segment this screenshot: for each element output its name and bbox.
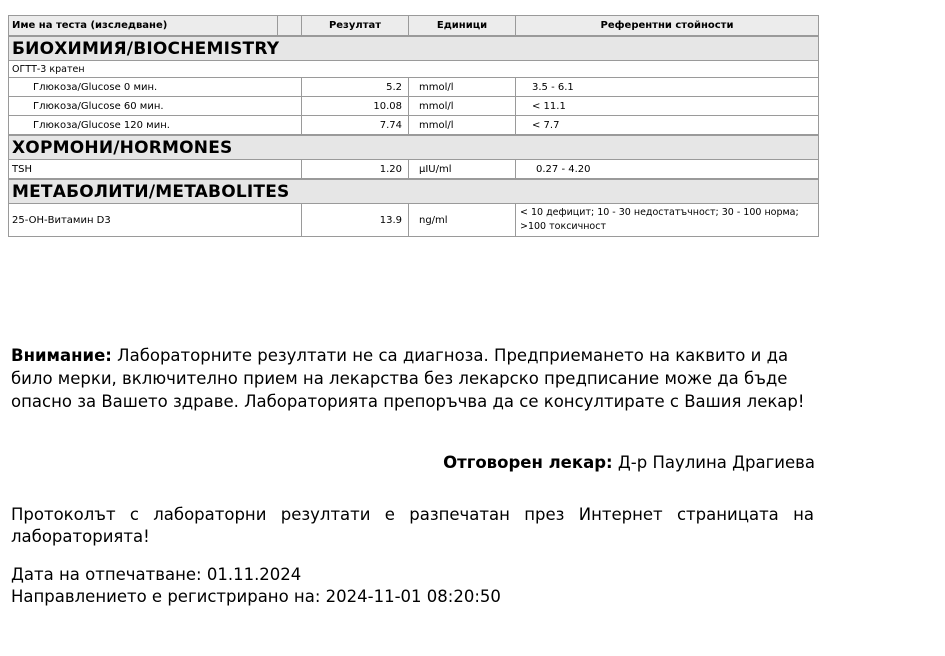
print-date-label: Дата на отпечатване: — [11, 565, 202, 584]
column-header-spacer — [278, 16, 302, 37]
test-result: 7.74 — [302, 116, 409, 136]
section-row-hormones — [9, 135, 819, 160]
doctor-name: Д-р Паулина Драгиева — [617, 453, 815, 472]
section-row-metabolites — [9, 179, 819, 204]
registration-label: Направлението е регистрирано на: — [11, 587, 321, 606]
test-unit: µIU/ml — [409, 160, 516, 180]
notice-text: Лабораторните резултати не са диагноза. Предприемането на каквито и да било мерки, включително прием на лекарства без лекарско предписание може да бъде опасно за Вашето здраве. Лабораторията препоръчва да се консултирате с Вашия лекар! — [11, 346, 805, 411]
test-name: Глюкоза/Glucose 120 мин. — [9, 116, 302, 136]
table-row — [9, 204, 819, 237]
test-result: 5.2 — [302, 78, 409, 97]
test-name: TSH — [9, 160, 302, 180]
test-unit: mmol/l — [409, 78, 516, 97]
test-unit: mmol/l — [409, 97, 516, 116]
table-header-row — [9, 16, 819, 37]
column-header-test-name: Име на теста (изследване) — [9, 16, 278, 37]
protocol-note: Протоколът с лабораторни резултати е разпечатан през Интернет страницата на лабораторията! — [11, 505, 814, 546]
test-reference: < 10 дефицит; 10 - 30 недостатъчност; 30 - 100 норма; >100 токсичност — [516, 204, 819, 237]
print-date-value: 01.11.2024 — [206, 565, 302, 584]
column-header-reference: Референтни стойности — [516, 16, 819, 37]
column-header-result: Резултат — [302, 16, 409, 37]
responsible-doctor — [443, 453, 815, 472]
group-title: ОГТТ-3 кратен — [9, 61, 819, 78]
section-row-biochemistry — [9, 36, 819, 61]
section-title: ХОРМОНИ/HORMONES — [9, 135, 819, 160]
notice-label: Внимание: — [11, 346, 112, 365]
results-table — [8, 15, 819, 237]
group-row-ogtt — [9, 61, 819, 78]
test-unit: ng/ml — [409, 204, 516, 237]
test-name: 25-OH-Витамин D3 — [9, 204, 302, 237]
registration-value: 2024-11-01 08:20:50 — [325, 587, 501, 606]
print-date-line — [11, 564, 501, 586]
column-header-units: Единици — [409, 16, 516, 37]
table-row — [9, 97, 819, 116]
test-reference: 0.27 - 4.20 — [516, 160, 819, 180]
test-reference: 3.5 - 6.1 — [516, 78, 819, 97]
section-title: БИОХИМИЯ/BIOCHEMISTRY — [9, 36, 819, 61]
doctor-label: Отговорен лекар: — [443, 453, 613, 472]
test-result: 10.08 — [302, 97, 409, 116]
test-result: 1.20 — [302, 160, 409, 180]
test-unit: mmol/l — [409, 116, 516, 136]
table-row — [9, 78, 819, 97]
test-reference: < 7.7 — [516, 116, 819, 136]
test-name: Глюкоза/Glucose 60 мин. — [9, 97, 302, 116]
section-title: МЕТАБОЛИТИ/METABOLITES — [9, 179, 819, 204]
test-result: 13.9 — [302, 204, 409, 237]
test-reference: < 11.1 — [516, 97, 819, 116]
test-name: Глюкоза/Glucose 0 мин. — [9, 78, 302, 97]
disclaimer-notice — [11, 344, 816, 413]
registration-line — [11, 586, 501, 608]
table-row — [9, 116, 819, 136]
table-row — [9, 160, 819, 180]
print-metadata — [11, 564, 501, 608]
